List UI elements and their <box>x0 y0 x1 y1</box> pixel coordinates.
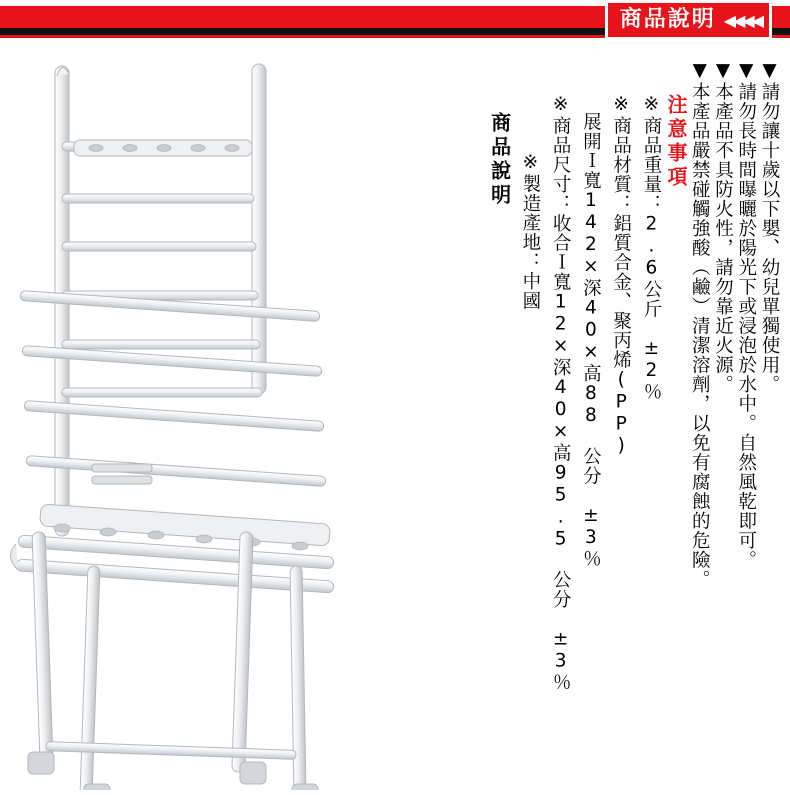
header-title-box <box>605 0 772 40</box>
notice-item-2: ▼請勿長時間曝曬於陽光下或浸泡於水中。自然風乾即可。 <box>735 60 757 570</box>
spec-weight: ※商品重量：2.6公斤 ±2％ <box>640 94 662 402</box>
spec-size-open: 展開Ｉ寬142×深40×高88 公分 ±3％ <box>580 112 602 569</box>
spec-heading: 商品說明 <box>487 112 512 208</box>
notice-item-1: ▼請勿讓十歲以下嬰、幼兒單獨使用。 <box>759 60 780 394</box>
chevron-left-icon: ◀◀◀◀ <box>723 10 761 30</box>
notice-item-4: ▼本產品嚴禁碰觸強酸（鹼）清潔溶劑，以免有腐蝕的危險。 <box>689 60 711 589</box>
page-title: 商品說明 <box>619 7 716 32</box>
product-photo <box>0 46 400 790</box>
drying-rack-illustration <box>0 46 400 790</box>
spec-origin: ※製造產地：中國 <box>519 152 541 311</box>
header-banner <box>0 0 790 46</box>
notice-heading: 注意事項 <box>663 94 688 190</box>
spec-size-folded: ※商品尺寸：收合Ｉ寬12×深40×高95.5 公分 ±3％ <box>550 94 572 692</box>
spec-material: ※商品材質：鋁質合金、聚丙烯(PP) <box>610 94 632 458</box>
notice-item-3: ▼本產品不具防火性，請勿靠近火源。 <box>712 60 734 394</box>
description-text-block <box>395 60 780 760</box>
